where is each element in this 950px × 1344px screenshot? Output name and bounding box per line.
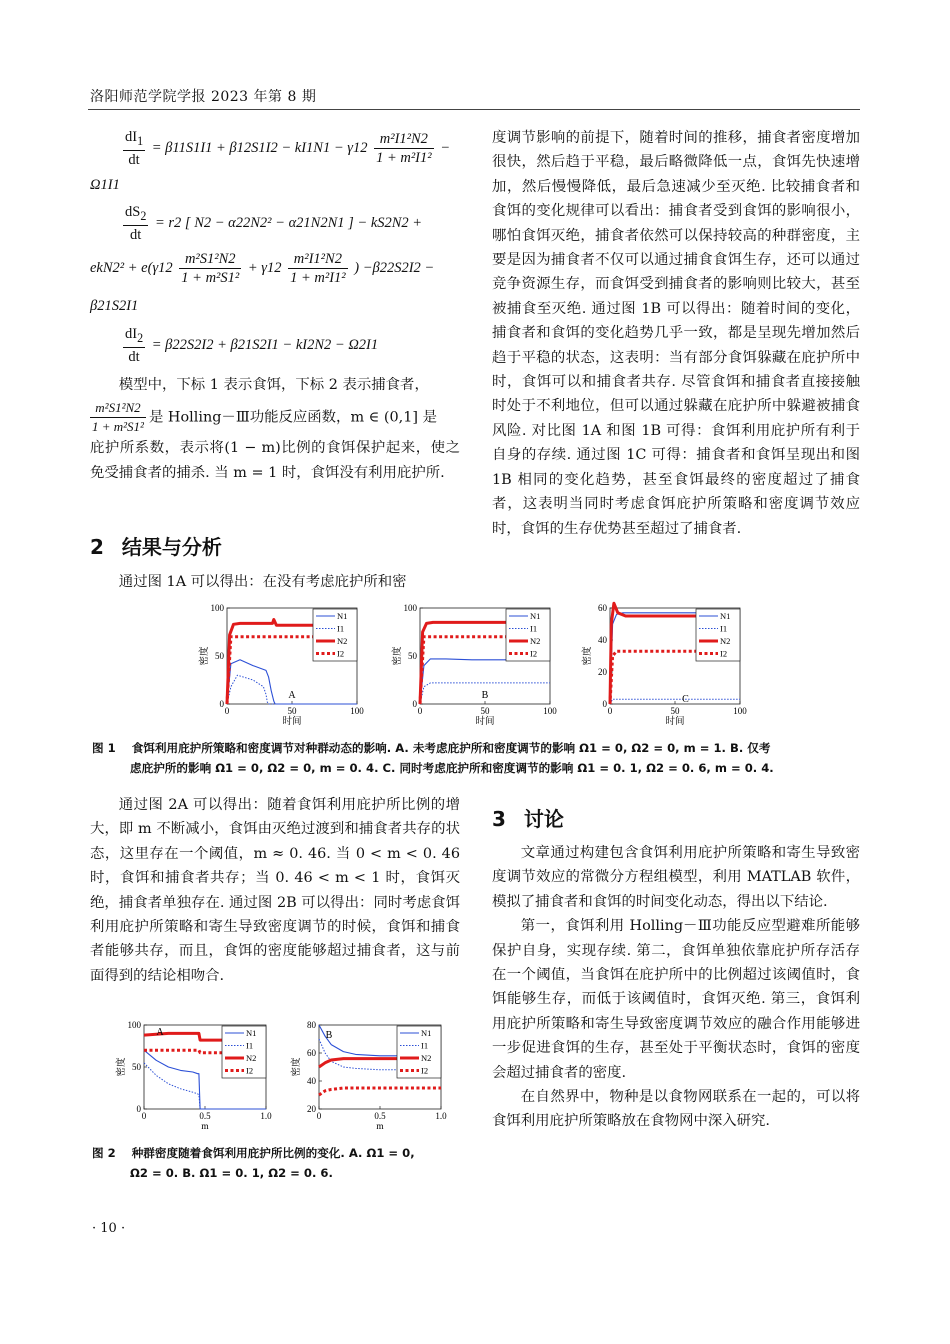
dS2-lhs-num: dS [125, 204, 141, 220]
x-tick-label: 100 [733, 706, 747, 716]
x-tick-label: 0 [417, 706, 423, 716]
y-tick-label: 20 [307, 1104, 316, 1114]
dI2-lhs-num: dI [125, 326, 138, 342]
dI1-lhs [123, 128, 145, 169]
panel-label: C [682, 694, 689, 705]
x-axis-label: 时间 [665, 717, 685, 727]
y-axis-label: 密度 [200, 646, 210, 666]
panel-label: A [288, 690, 296, 701]
fig1-chart-b [383, 600, 563, 735]
dS2-frac2-den: 1 + m²I1² [290, 270, 346, 286]
dS2-rhs: = r2 [ N2 − α22N2² − α21N2N1 ] − kS2N2 + [155, 214, 423, 231]
journal-header: 洛阳师范学院学报 2023 年第 8 期 [90, 89, 317, 105]
y-tick-label: 20 [598, 667, 607, 677]
y-tick-label: 0 [136, 1104, 141, 1114]
dI1-frac-den: 1 + m²I1² [376, 149, 432, 166]
fig2-caption-line1: 种群密度随着食饵利用庇护所比例的变化. A. Ω1 = 0, [131, 1146, 415, 1160]
equation-dI1 [120, 128, 450, 169]
legend-label-I1: I1 [530, 623, 538, 634]
model-paragraph-c: 庇护所系数，表示将(1 − m)比例的食饵保护起来，使之免受捕食者的捕杀. 当 m = 1 时，食饵没有利用庇护所. [90, 440, 460, 481]
x-axis-label: m [376, 1122, 384, 1132]
fig2-panel-b [275, 1020, 453, 1142]
dI1-frac-num: m²I1²N2 [374, 130, 434, 149]
y-tick-label: 40 [598, 635, 607, 645]
legend-label-N2: N2 [720, 636, 731, 646]
dI2-rhs: = β22S2I2 + β21S2I1 − kI2N2 − Ω2I1 [151, 336, 379, 353]
dS2-lhs [123, 203, 148, 244]
holling-frac-num: m²S1²N2 [90, 399, 146, 418]
dS2-frac1 [179, 250, 241, 287]
legend-label-N1: N1 [720, 611, 731, 621]
x-axis-label: 时间 [282, 717, 302, 727]
dS2-frac2-num: m²I1²N2 [288, 250, 348, 269]
dS2-plus: + γ12 [247, 259, 282, 276]
y-tick-label: 60 [307, 1048, 316, 1058]
fig2-caption [92, 1143, 464, 1183]
fig1-caption [92, 738, 862, 778]
x-tick-label: 50 [670, 706, 680, 716]
x-tick-label: 100 [543, 706, 557, 716]
y-tick-label: 0 [412, 699, 417, 709]
fig2-caption-line2: Ω2 = 0. B. Ω1 = 0. 1, Ω2 = 0. 6. [130, 1166, 333, 1180]
fig1-caption-line2: 虑庇护所的影响 Ω1 = 0, Ω2 = 0, m = 0. 4. C. 同时考虑庇护所和密度调节的影响 Ω1 = 0. 1, Ω2 = 0. 6, m = 0. 4. [130, 761, 774, 775]
dS2-frac1-den: 1 + m²S1² [181, 270, 240, 286]
y-tick-label: 40 [307, 1076, 316, 1086]
x-tick-label: 0 [224, 706, 230, 716]
results-intro-text: 通过图 1A 可以得出：在没有考虑庇护所和密 [118, 574, 407, 590]
y-tick-label: 100 [403, 603, 417, 613]
x-tick-label: 0.5 [199, 1111, 211, 1121]
y-tick-label: 0 [219, 699, 224, 709]
x-tick-label: 50 [287, 706, 297, 716]
y-axis-label: 密度 [117, 1057, 127, 1077]
dS2-line2-a: ekN2² + e(γ12 [90, 259, 173, 276]
dI1-lhs-den: dt [128, 151, 140, 168]
model-paragraph-line2 [90, 399, 460, 436]
right-column [492, 126, 860, 541]
legend-label-I1: I1 [246, 1040, 254, 1051]
fig1-chart-a [190, 600, 370, 735]
dS2-lhs-sub: 2 [140, 208, 147, 223]
legend-label-I1: I1 [421, 1040, 429, 1051]
y-tick-label: 50 [132, 1062, 141, 1072]
x-tick-label: 1.0 [435, 1111, 447, 1121]
fig1-panel-c [573, 600, 753, 735]
y-axis-label: 密度 [292, 1057, 302, 1077]
x-tick-label: 50 [480, 706, 490, 716]
fig2-chart-b [275, 1020, 453, 1142]
x-tick-label: 0.5 [374, 1111, 386, 1121]
legend-label-N1: N1 [246, 1028, 257, 1038]
y-tick-label: 100 [210, 603, 224, 613]
dI1-lhs-num: dI [125, 129, 138, 145]
legend-label-N2: N2 [530, 636, 541, 646]
legend-label-N1: N1 [421, 1028, 432, 1038]
y-tick-label: 50 [215, 651, 224, 661]
fig1-caption-line1: 食饵利用庇护所策略和密度调节对种群动态的影响. A. 未考虑庇护所和密度调节的影响 Ω1 = 0, Ω2 = 0, m = 1. B. 仅考 [131, 741, 771, 755]
x-tick-label: 0 [607, 706, 613, 716]
legend-label-I1: I1 [720, 623, 728, 634]
holling-frac-den: 1 + m²S1² [92, 419, 144, 435]
x-tick-label: 1.0 [260, 1111, 272, 1121]
fig2-chart-a [100, 1020, 278, 1142]
section-3-title: 讨论 [523, 807, 564, 831]
y-tick-label: 50 [408, 651, 417, 661]
dS2-lhs-den: dt [130, 226, 142, 243]
dI2-lhs-den: dt [128, 348, 140, 365]
y-axis-label: 密度 [583, 646, 593, 666]
model-paragraph-line1: 模型中，下标 1 表示食饵，下标 2 表示捕食者， [118, 377, 429, 393]
fig2-analysis-paragraph: 通过图 2A 可以得出：随着食饵利用庇护所比例的增大，即 m 不断减小，食饵由灭绝过渡到和捕食者共存的状态，这里存在一个阈值，m ≈ 0. 46. 当 0 < m < 0. 46 时，食饵和捕食者共存；当 0. 46 < m < 1 时，食饵灭绝，捕食者单独存在. 通过图 2B 可以得出：同时考虑食饵利用庇护所策略和寄生导致密度调节的时候，食饵和捕食者能够共存，而且，食饵的密度能够超过捕食者，这与前面得到的结论相吻合. [90, 797, 460, 984]
legend-label-I1: I1 [337, 623, 345, 634]
fig1-panel-b [383, 600, 563, 735]
fig2-panel-a [100, 1020, 278, 1142]
equation-dS2 [120, 203, 422, 244]
dI2-lhs [123, 325, 145, 366]
dI1-frac [374, 130, 434, 167]
legend-label-I2: I2 [337, 648, 345, 659]
dI2-lhs-sub: 2 [137, 330, 144, 345]
legend-label-I2: I2 [530, 648, 538, 659]
x-tick-label: 0 [316, 1111, 322, 1121]
x-tick-label: 100 [350, 706, 364, 716]
panel-label: B [325, 1030, 333, 1041]
fig1-chart-c [573, 600, 753, 735]
results-paragraph: 度调节影响的前提下，随着时间的推移，捕食者密度增加很快，然后趋于平稳，最后略微降低一点，食饵先快速增加，然后慢慢降低，最后急速减少至灭绝. 比较捕食者和食饵的变化规律可以看出：捕食者受到食饵的影响很小，哪怕食饵灭绝，捕食者依然可以保持较高的种群密度，主要是因为捕食者不仅可以通过捕食食饵生存，还可以通过竞争资源生存，而食饵受到捕食者的影响则比较大，甚至被捕食至灭绝. 通过图 1B 可以得出：随着时间的变化，捕食者和食饵的变化趋势几乎一致，都是呈现先增加然后趋于平稳的状态，这表明：当有部分食饵躲藏在庇护所中时，食饵可以和捕食者共存. 尽管食饵和捕食者直接接触时处于不利地位，但可以通过躲藏在庇护所中躲避被捕食风险. 对比图 1A 和图 1B 可得：食饵利用庇护所有利于自身的存续. 通过图 1C 可得：捕食者和食饵呈现出和图 1B 相同的变化趋势，甚至食饵最终的密度超过了捕食者，这表明当同时考虑食饵庇护所策略和密度调节效应时，食饵的生存优势甚至超过了捕食者. [492, 130, 860, 537]
holling-fraction [90, 399, 146, 436]
x-axis-label: 时间 [475, 717, 495, 727]
legend-label-I2: I2 [720, 648, 728, 659]
lower-left-column [90, 793, 460, 988]
legend-label-N1: N1 [530, 611, 541, 621]
legend-label-I2: I2 [246, 1065, 254, 1076]
discussion-paragraph-1: 文章通过构建包含食饵利用庇护所策略和寄生导致密度调节效应的常微分方程组模型，利用 MATLAB 软件，模拟了捕食者和食饵的时间变化动态，得出以下结论. [492, 845, 860, 910]
section-3-number: 3 [492, 807, 506, 831]
discussion-column [492, 841, 860, 1134]
y-axis-label: 密度 [393, 646, 403, 666]
legend-label-I2: I2 [421, 1065, 429, 1076]
dS2-cont: β21S2I1 [90, 298, 139, 314]
y-tick-label: 60 [598, 603, 607, 613]
y-tick-label: 0 [602, 699, 607, 709]
results-intro [90, 570, 460, 594]
model-paragraph-b: 是 Holling－Ⅲ功能反应函数，m ∈ (0,1] 是 [148, 409, 437, 426]
fig1-caption-number: 图 1 [92, 741, 116, 755]
legend-label-N1: N1 [337, 611, 348, 621]
panel-label: B [481, 690, 489, 701]
discussion-paragraph-2: 第一，食饵利用 Holling－Ⅲ功能反应型避难所能够保护自身，实现存续. 第二，食饵单独依靠庇护所存活存在一个阈值，当食饵在庇护所中的比例超过该阈值时，食饵能够生存，而低于该阈值时，食饵灭绝. 第三，食饵利用庇护所策略和寄生导致密度调节效应的融合作用能够进一步促进食饵的生存，甚至处于平衡状态时，食饵的密度会超过捕食者的密度. [492, 918, 860, 1081]
header-rule [88, 109, 860, 110]
left-column [90, 373, 460, 485]
panel-label: A [156, 1027, 164, 1038]
fig1-panel-a [190, 600, 370, 735]
page-number: · 10 · [92, 1221, 126, 1236]
equation-dI2 [120, 325, 378, 366]
dS2-frac1-num: m²S1²N2 [179, 250, 241, 269]
discussion-paragraph-3: 在自然界中，物种是以食物网联系在一起的，可以将食饵利用庇护所策略放在食物网中深入研究. [492, 1089, 860, 1130]
section-3-heading [492, 803, 582, 832]
fig2-caption-number: 图 2 [92, 1146, 116, 1160]
section-2-number: 2 [90, 535, 104, 559]
x-axis-label: m [201, 1122, 209, 1132]
dI1-rhs: = β11S1I1 + β12S1I2 − kI1N1 − γ12 [151, 139, 368, 156]
y-tick-label: 100 [127, 1020, 141, 1030]
legend-label-N2: N2 [246, 1053, 257, 1063]
dI1-tail: − [440, 139, 451, 156]
dS2-frac2 [288, 250, 348, 287]
y-tick-label: 80 [307, 1020, 316, 1030]
x-tick-label: 0 [141, 1111, 147, 1121]
dI1-cont: Ω1I1 [90, 177, 120, 193]
legend-label-N2: N2 [337, 636, 348, 646]
dS2-line2-b: ) −β22S2I2 − [354, 259, 435, 276]
equation-dS2-line2 [90, 250, 434, 287]
dI1-lhs-sub: 1 [137, 133, 144, 148]
section-2-title: 结果与分析 [121, 535, 222, 559]
legend-label-N2: N2 [421, 1053, 432, 1063]
section-2-heading [90, 531, 240, 560]
